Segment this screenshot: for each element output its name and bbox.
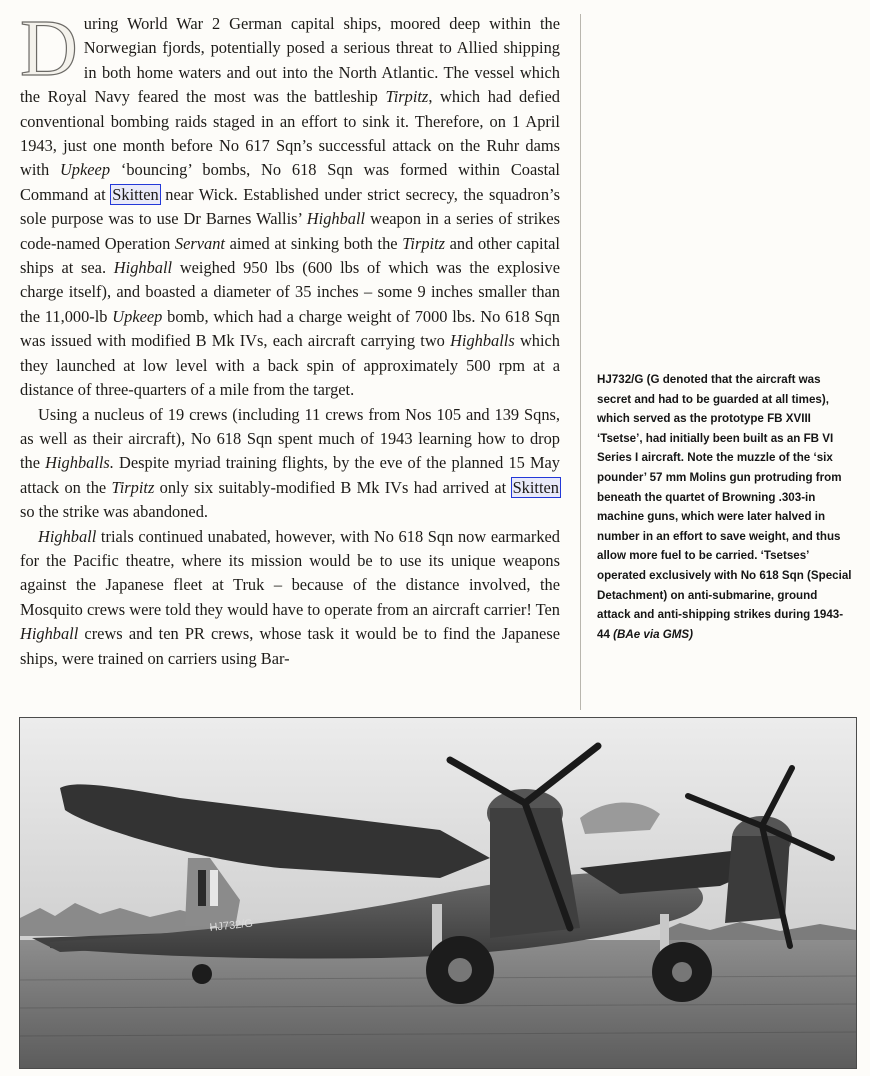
text-run: bomb, which had a charge weight of 7000 lbs. No 618 Sqn was issued with modified B Mk IVs, each aircraft carrying two xyxy=(20,306,560,351)
caption-text: HJ732/G (G denoted that the aircraft was secret and had to be guarded at all times), which served as the prototype FB XVIII ‘Tsetse’, had initially been built as an FB VI Series I aircraft. Note the muzzle of the ‘six pounder’ 57 mm Molins gun protruding from beneath the quartet of Browning .303-in machine guns, which were later halved in number in an effort to save weight, and thus allow more fuel to be carried. ‘Tsetses’ operated exclusively with No 618 Sqn (Special Detachment) on anti-submarine, ground attack and anti-shipping strikes during 1943-44 xyxy=(597,373,852,641)
text-run: , which had defied conventional bombing raids staged in an effort to sink it. Therefore, on 1 April 1943, just one month before No 617 Sqn’s successful attack on the Ruhr dams with xyxy=(20,87,560,180)
mosquito-aircraft-photo xyxy=(20,718,856,1068)
highlighted-word-skitten[interactable]: Skitten xyxy=(112,184,159,204)
text-run: near Wick. Established under strict secrecy, the squadron’s sole purpose was to use Dr Barnes Wallis’ xyxy=(20,184,560,229)
text-run: only six suitably-modified B Mk IVs had arrived at xyxy=(154,477,512,497)
text-run: Using a nucleus of 19 crews (including 11 crews from Nos 105 and 139 Sqns, as well as their aircraft), No 618 Sqn spent much of 1943 learning how to drop the xyxy=(20,404,560,473)
weapon-name: Highballs xyxy=(450,331,515,351)
ship-name: Tirpitz xyxy=(385,87,429,107)
ship-name: Tirpitz xyxy=(111,477,155,497)
text-run: which they launched at low level with a back spin of approximately 500 rpm at a distance of three-quarters of a mile from the target. xyxy=(20,331,560,400)
text-run: trials continued unabated, however, with No 618 Sqn now earmarked for the Pacific theatre, where its mission would be to use its unique weapons against the Japanese fleet at Truk – because of the distance involved, the Mosquito crews were told they would have to operate from an aircraft carrier! Ten xyxy=(20,526,560,619)
text-run: ‘bouncing’ bombs, No 618 Sqn was formed within Coastal Command at xyxy=(20,160,560,204)
photo-caption xyxy=(597,370,852,644)
operation-name: Servant xyxy=(174,233,225,253)
article-paragraph-2 xyxy=(20,403,560,525)
article-text-column xyxy=(20,5,561,671)
text-run: aimed at sinking both the xyxy=(225,233,403,253)
weapon-name: Highball xyxy=(38,526,97,546)
text-run: weapon in a series of strikes code-named Operation xyxy=(20,209,560,253)
weapon-name: Highball xyxy=(20,624,79,644)
text-run: and other capital ships at sea. xyxy=(20,233,560,278)
weapon-name: Upkeep xyxy=(59,160,111,180)
weapon-name: Highball xyxy=(113,258,173,278)
photo-credit: (BAe via GMS) xyxy=(613,627,694,641)
fin-flash xyxy=(198,870,206,906)
column-divider xyxy=(580,14,581,710)
text-run: Despite myriad training flights, by the eve of the planned 15 May attack on the xyxy=(20,453,561,497)
fin-flash xyxy=(210,870,218,906)
drop-cap: D xyxy=(20,5,78,93)
weapon-name: Upkeep xyxy=(112,306,163,326)
aircraft-serial: HJ732/G xyxy=(209,917,254,934)
weapon-name: Highball xyxy=(306,209,366,229)
text-run: so the strike was abandoned. xyxy=(20,502,208,522)
text-run: weighed 950 lbs (600 lbs of which was the explosive charge itself), and boasted a diameter of 35 inches – some 9 inches smaller than the 11,000-lb xyxy=(20,258,560,326)
aircraft-photo xyxy=(19,717,857,1069)
article-paragraph-1 xyxy=(20,5,560,403)
highlighted-word-skitten[interactable]: Skitten xyxy=(512,477,560,497)
text-run: uring World War 2 German capital ships, moored deep within the Norwegian fjords, potentially posed a serious threat to Allied shipping in both home waters and out into the North Atlantic. The vessel which the Royal Navy feared the most was the battleship xyxy=(20,14,560,107)
ship-name: Tirpitz xyxy=(402,233,446,253)
article-paragraph-3 xyxy=(20,525,560,671)
weapon-name: Highballs. xyxy=(45,453,114,473)
text-run: crews and ten PR crews, whose task it would be to find the Japanese ships, were trained on carriers using Bar- xyxy=(20,624,560,668)
